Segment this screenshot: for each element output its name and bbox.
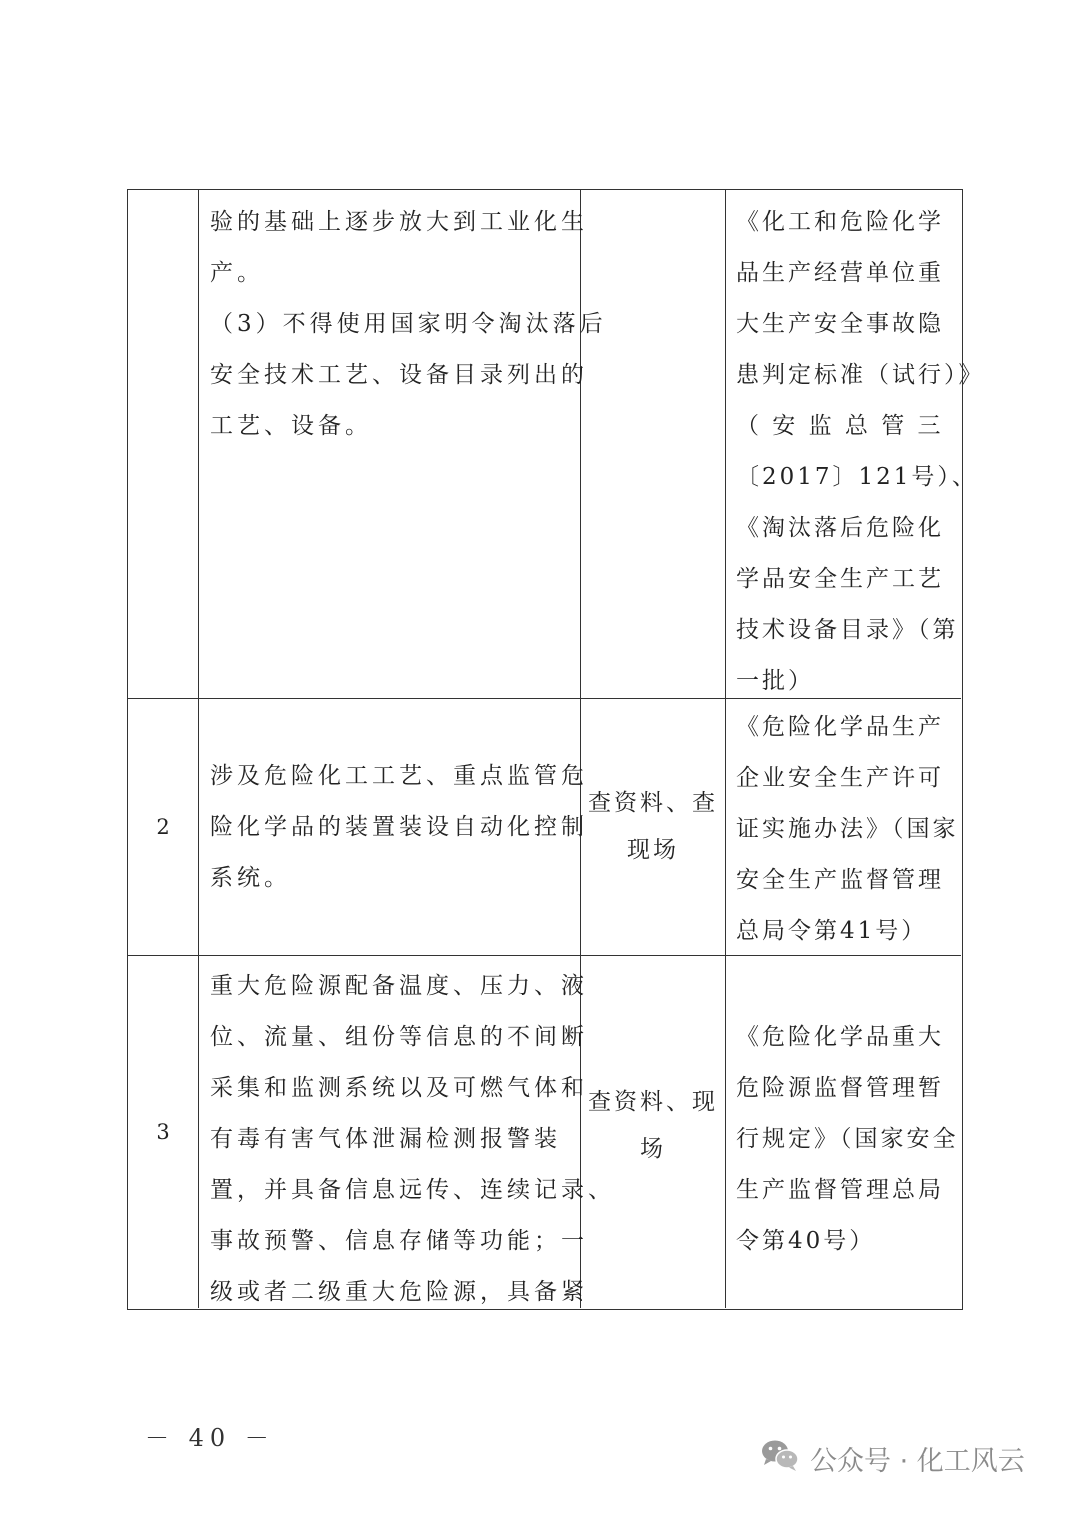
basis-cell xyxy=(726,699,961,955)
method-line: 场 xyxy=(640,1136,666,1162)
basis-line: 患判定标准（试行）》 xyxy=(736,362,985,388)
row-number: 2 xyxy=(156,815,170,839)
wechat-icon xyxy=(760,1438,800,1479)
basis-cell xyxy=(726,190,985,698)
basis-line: 安全生产监督管理 xyxy=(736,867,944,893)
requirement-line: 产。 xyxy=(210,260,264,286)
page-number: － 40 － xyxy=(145,1424,275,1452)
basis-line: 《危险化学品生产 xyxy=(736,714,944,740)
requirement-line: 工艺、设备。 xyxy=(210,413,372,439)
requirement-line: （3）不得使用国家明令淘汰落后 xyxy=(210,311,607,337)
watermark xyxy=(760,1438,1025,1479)
table-row xyxy=(128,190,985,699)
basis-line: 危险源监督管理暂 xyxy=(736,1075,944,1101)
requirement-cell xyxy=(199,956,615,1308)
requirement-line: 安全技术工艺、设备目录列出的 xyxy=(210,362,588,388)
basis-line: 生产监督管理总局 xyxy=(736,1177,944,1203)
basis-cell xyxy=(726,956,961,1308)
table-row xyxy=(128,956,961,1308)
requirement-line: 采集和监测系统以及可燃气体和 xyxy=(210,1075,588,1101)
regulation-table xyxy=(127,189,985,1310)
basis-line: 总局令第41号） xyxy=(736,918,928,944)
table-row xyxy=(128,699,961,956)
basis-line: 品生产经营单位重 xyxy=(736,260,944,286)
method-line: 现场 xyxy=(627,837,679,863)
requirement-line: 验的基础上逐步放大到工业化生 xyxy=(210,209,588,235)
basis-line: 行规定》（国家安全 xyxy=(736,1126,959,1152)
requirement-line: 险化学品的装置装设自动化控制 xyxy=(210,814,588,840)
method-cell xyxy=(581,956,726,1308)
requirement-line: 置，并具备信息远传、连续记录、 xyxy=(210,1177,615,1203)
basis-line: 学品安全生产工艺 xyxy=(736,566,944,592)
row-number-cell xyxy=(128,190,199,698)
row-number-cell xyxy=(128,956,199,1308)
basis-line: 大生产安全事故隐 xyxy=(736,311,944,337)
basis-line: 技术设备目录》（第 xyxy=(736,617,959,643)
row-number: 3 xyxy=(156,1120,170,1144)
method-line: 查资料、现 xyxy=(588,1089,718,1115)
basis-line: 一批） xyxy=(736,668,814,694)
requirement-line: 系统。 xyxy=(210,865,291,891)
requirement-cell xyxy=(199,190,607,698)
basis-line: 令第40号） xyxy=(736,1228,876,1254)
requirement-line: 事故预警、信息存储等功能；一 xyxy=(210,1228,588,1254)
basis-line: 证实施办法》（国家 xyxy=(736,816,959,842)
requirement-cell xyxy=(199,699,588,955)
basis-line: 企业安全生产许可 xyxy=(736,765,944,791)
basis-line: 《危险化学品重大 xyxy=(736,1024,944,1050)
row-number-cell xyxy=(128,699,199,955)
requirement-line: 有毒有害气体泄漏检测报警装 xyxy=(210,1126,561,1152)
requirement-line: 级或者二级重大危险源，具备紧 xyxy=(210,1279,588,1305)
basis-line: 《化工和危险化学 xyxy=(736,209,944,235)
method-line: 查资料、查 xyxy=(588,790,718,816)
requirement-line: 涉及危险化工工艺、重点监管危 xyxy=(210,763,588,789)
basis-line: 〔2017〕121号）、 xyxy=(736,464,978,490)
basis-line: 《淘汰落后危险化 xyxy=(736,515,944,541)
method-cell xyxy=(581,699,726,955)
basis-line: （ 安 监 总 管 三 xyxy=(736,413,944,439)
watermark-text: 公众号 · 化工风云 xyxy=(810,1446,1025,1477)
requirement-line: 位、流量、组份等信息的不间断 xyxy=(210,1024,588,1050)
requirement-line: 重大危险源配备温度、压力、液 xyxy=(210,973,588,999)
method-cell xyxy=(581,190,726,698)
